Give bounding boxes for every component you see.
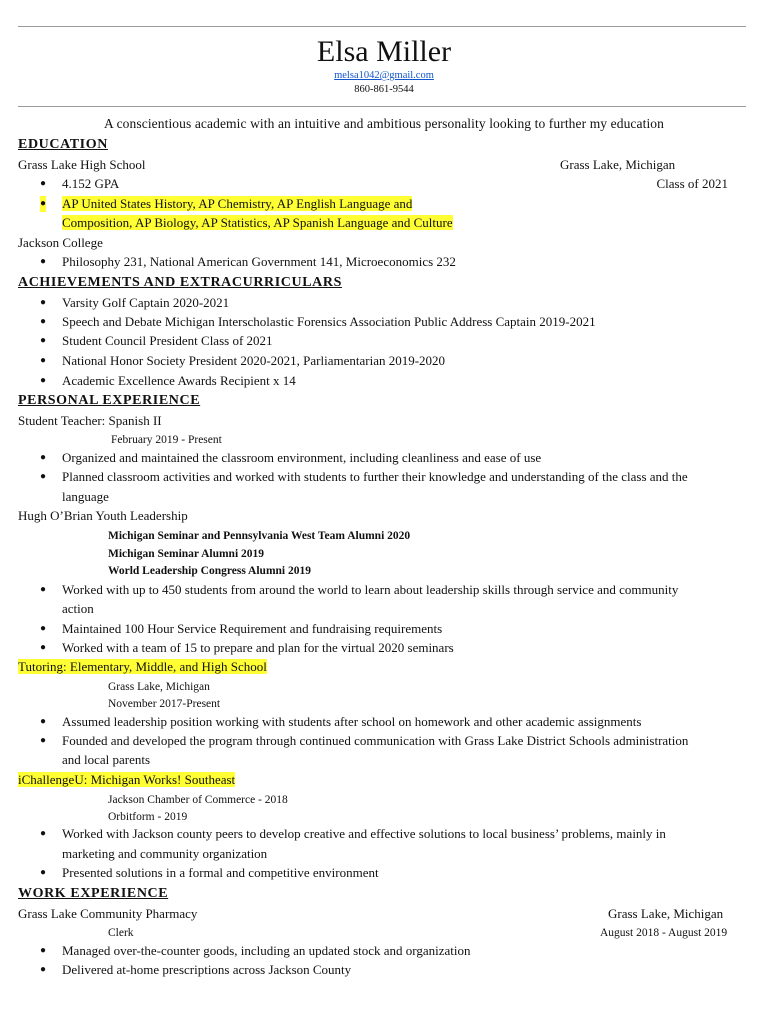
employer-location: Grass Lake, Michigan [608,906,724,921]
top-rule [18,26,746,27]
bullet-icon: ● [40,584,47,595]
list-item: Delivered at-home prescriptions across Jackson County [62,962,352,977]
bullet-icon: ● [40,623,47,634]
list-item-continued: action [62,601,94,616]
gpa: 4.152 GPA [62,176,120,191]
job-title: iChallengeU: Michigan Works! Southeast [18,772,236,787]
list-item: Presented solutions in a formal and competitive environment [62,865,379,880]
bullet-icon: ● [40,355,47,366]
job-date: February 2019 - Present [111,434,222,446]
list-item: Varsity Golf Captain 2020-2021 [62,295,230,310]
bullet-icon: ● [40,828,47,839]
job-title: Tutoring: Elementary, Middle, and High School [18,659,267,674]
bullet-icon: ● [40,945,47,956]
bullet-icon: ● [40,335,47,346]
bullet-icon: ● [40,316,47,327]
job-subtitle: Orbitform - 2019 [108,811,188,823]
section-heading-personal-experience: PERSONAL EXPERIENCE [18,393,201,408]
list-item: Worked with up to 450 students from around the world to learn about leadership skills through service and community [62,582,679,597]
list-item: Speech and Debate Michigan Interscholastic Forensics Association Public Address Captain 2019-2021 [62,314,596,329]
summary-statement: A conscientious academic with an intuitive and ambitious personality looking to further my education [104,116,664,131]
job-date: November 2017-Present [108,698,221,710]
bullet-icon: ● [40,196,46,212]
bullet-icon: ● [40,178,47,189]
bullet-icon: ● [40,735,47,746]
job-date: August 2018 - August 2019 [600,927,728,939]
list-item: Founded and developed the program through continued communication with Grass Lake District Schools administration [62,733,689,748]
job-subtitle: Jackson Chamber of Commerce - 2018 [108,794,288,806]
college-name: Jackson College [18,235,103,250]
phone-number: 860-861-9544 [354,84,414,95]
bullet-icon: ● [40,867,47,878]
employer-name: Grass Lake Community Pharmacy [18,906,198,921]
section-heading-work-experience: WORK EXPERIENCE [18,886,169,901]
list-item: Worked with Jackson county peers to develop creative and effective solutions to local business’ problems, mainly in [62,826,666,841]
bullet-icon: ● [40,452,47,463]
bullet-icon: ● [40,256,47,267]
section-heading-achievements: ACHIEVEMENTS AND EXTRACURRICULARS [18,275,342,290]
bullet-icon: ● [40,297,47,308]
ap-courses-line: Composition, AP Biology, AP Statistics, AP Spanish Language and Culture [62,215,453,230]
job-title: Student Teacher: Spanish II [18,413,162,428]
bullet-icon: ● [40,642,47,653]
bullet-icon: ● [40,375,47,386]
list-item: Organized and maintained the classroom environment, including cleanliness and ease of use [62,450,542,465]
list-item-continued: marketing and community organization [62,846,268,861]
email-link[interactable]: melsa1042@gmail.com [334,70,434,81]
class-year: Class of 2021 [656,176,728,191]
list-item: Planned classroom activities and worked with students to further their knowledge and understanding of the class and the [62,469,688,484]
award: World Leadership Congress Alumni 2019 [108,565,311,577]
list-item: Student Council President Class of 2021 [62,333,273,348]
list-item: Managed over-the-counter goods, including an updated stock and organization [62,943,471,958]
job-role: Clerk [108,927,134,939]
school-name: Grass Lake High School [18,157,146,172]
list-item: Academic Excellence Awards Recipient x 14 [62,373,296,388]
school-location: Grass Lake, Michigan [560,157,676,172]
list-item: Assumed leadership position working with students after school on homework and other academic assignments [62,714,642,729]
bullet-icon: ● [40,471,47,482]
list-item: Worked with a team of 15 to prepare and plan for the virtual 2020 seminars [62,640,454,655]
award: Michigan Seminar Alumni 2019 [108,548,265,560]
list-item: National Honor Society President 2020-2021, Parliamentarian 2019-2020 [62,353,446,368]
award: Michigan Seminar and Pennsylvania West Team Alumni 2020 [108,530,411,542]
bullet-icon: ● [40,964,47,975]
list-item: Maintained 100 Hour Service Requirement and fundraising requirements [62,621,443,636]
college-courses: Philosophy 231, National American Government 141, Microeconomics 232 [62,254,456,269]
resume-name: Elsa Miller [316,35,452,68]
list-item-continued: and local parents [62,752,151,767]
list-item-continued: language [62,489,109,504]
header-rule [18,106,746,107]
job-title: Hugh O’Brian Youth Leadership [18,508,188,523]
job-location: Grass Lake, Michigan [108,681,210,693]
section-heading-education: EDUCATION [18,137,108,152]
bullet-icon: ● [40,716,47,727]
ap-courses-line: AP United States History, AP Chemistry, AP English Language and [62,196,413,211]
